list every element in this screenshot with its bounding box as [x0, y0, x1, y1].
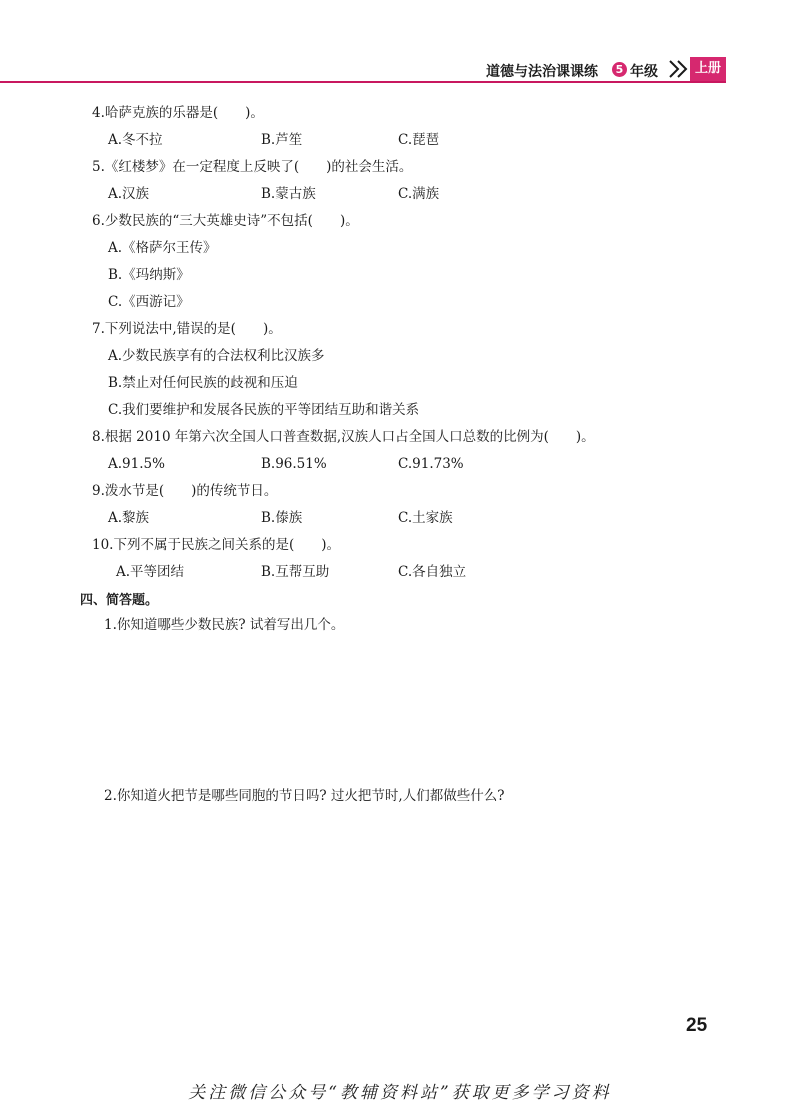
question-stem: 5.《红楼梦》在一定程度上反映了( )的社会生活。 — [92, 159, 413, 175]
question-stem: 9.泼水节是( )的传统节日。 — [92, 483, 278, 499]
option-b: B.芦笙 — [261, 132, 303, 148]
short-answer-question-1: 1.你知道哪些少数民族? 试着写出几个。 — [104, 617, 345, 633]
option-a: A.《格萨尔王传》 — [108, 240, 217, 256]
option-b: B.傣族 — [261, 510, 303, 526]
question-stem: 4.哈萨克族的乐器是( )。 — [92, 105, 264, 121]
grade-number-badge: 5 — [612, 62, 627, 77]
option-b: B.互帮互助 — [261, 564, 330, 580]
volume-tab: 上册 — [690, 57, 726, 81]
option-a: A.平等团结 — [116, 564, 185, 580]
option-c: C.91.73% — [398, 456, 464, 472]
option-b: B.蒙古族 — [261, 186, 316, 202]
question-stem: 8.根据 2010 年第六次全国人口普查数据,汉族人口占全国人口总数的比例为( )。 — [92, 429, 595, 445]
question-stem: 7.下列说法中,错误的是( )。 — [92, 321, 282, 337]
option-a: A.91.5% — [108, 456, 165, 472]
option-b: B.96.51% — [261, 456, 327, 472]
option-a: A.冬不拉 — [108, 132, 163, 148]
section-heading: 四、简答题。 — [80, 593, 159, 608]
option-a: A.少数民族享有的合法权利比汉族多 — [108, 348, 325, 364]
double-chevron-icon — [668, 59, 690, 79]
footer-note: 关注微信公众号“教辅资料站”获取更多学习资料 — [188, 1083, 612, 1103]
option-c: C.《西游记》 — [108, 294, 190, 310]
short-answer-question-2: 2.你知道火把节是哪些同胞的节日吗? 过火把节时,人们都做些什么? — [104, 788, 505, 804]
option-c: C.满族 — [398, 186, 440, 202]
page-header — [0, 57, 800, 83]
option-c: C.各自独立 — [398, 564, 467, 580]
option-c: C.我们要维护和发展各民族的平等团结互助和谐关系 — [108, 402, 420, 418]
option-a: A.汉族 — [108, 186, 150, 202]
grade-label: 年级 — [630, 64, 658, 80]
header-divider — [0, 81, 726, 83]
question-stem: 10.下列不属于民族之间关系的是( )。 — [92, 537, 341, 553]
question-stem: 6.少数民族的“三大英雄史诗”不包括( )。 — [92, 213, 359, 229]
option-b: B.《玛纳斯》 — [108, 267, 190, 283]
option-c: C.土家族 — [398, 510, 453, 526]
option-a: A.黎族 — [108, 510, 150, 526]
option-c: C.琵琶 — [398, 132, 440, 148]
book-title: 道德与法治课课练 — [486, 64, 598, 80]
option-b: B.禁止对任何民族的歧视和压迫 — [108, 375, 298, 391]
page-number: 25 — [686, 1015, 708, 1036]
